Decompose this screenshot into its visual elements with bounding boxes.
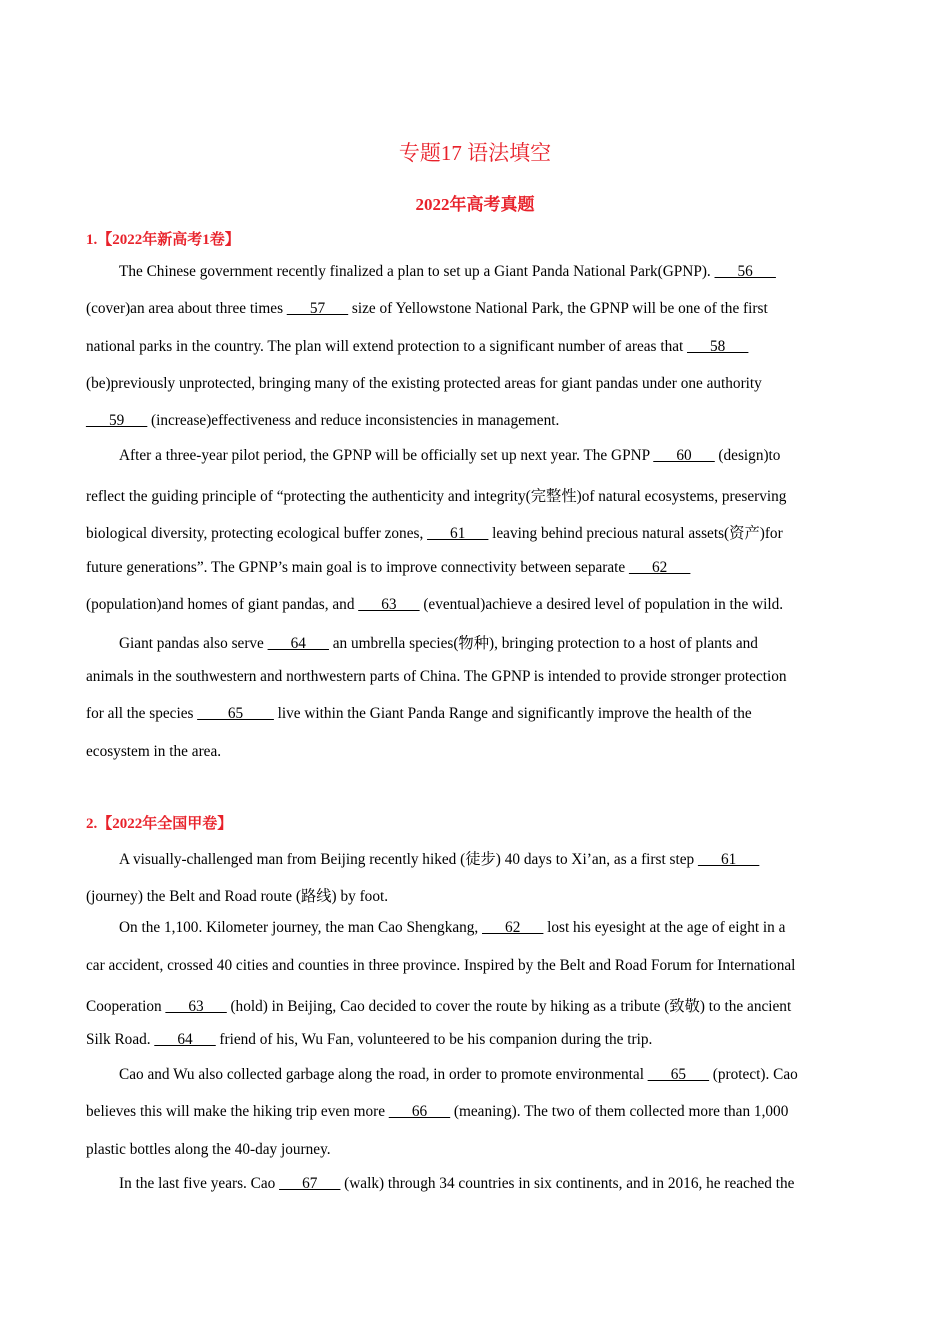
q2-line: On the 1,100. Kilometer journey, the man Cao Shengkang, ___62___ lost his eyesight at the age of eight in a [119, 919, 786, 936]
answer-blank: ___57___ [286, 300, 349, 317]
question-1-heading: 1.【2022年新高考1卷】 [86, 232, 240, 248]
q1-line: Giant pandas also serve ___64___ an umbrella species(物种), bringing protection to a host of plants and [119, 635, 758, 652]
q1-line: biological diversity, protecting ecological buffer zones, ___61___ leaving behind precious natural assets(资产)for [86, 525, 783, 542]
q1-line: (cover)an area about three times ___57___ size of Yellowstone National Park, the GPNP will be one of the first [86, 300, 768, 317]
question-2-heading: 2.【2022年全国甲卷】 [86, 816, 233, 832]
answer-blank: ___56___ [714, 263, 776, 280]
answer-blank: ___66___ [388, 1103, 451, 1120]
q2-line: (journey) the Belt and Road route (路线) by foot. [86, 888, 389, 905]
answer-blank: ___63___ [358, 596, 420, 613]
q1-line: future generations”. The GPNP’s main goal is to improve connectivity between separate ___62___ [86, 559, 691, 576]
q2-line: Cao and Wu also collected garbage along the road, in order to promote environmental ___65___ (protect). Cao [119, 1066, 798, 1083]
answer-blank: ___61___ [698, 851, 760, 868]
answer-blank: ___59___ [86, 412, 148, 429]
answer-blank: ___62___ [482, 919, 544, 936]
q1-line: for all the species ____65____ live within the Giant Panda Range and significantly improve the health of the [86, 705, 752, 722]
answer-blank: ___67___ [279, 1175, 341, 1192]
answer-blank: ___58___ [687, 338, 749, 355]
q2-line: believes this will make the hiking trip even more ___66___ (meaning). The two of them collected more than 1,000 [86, 1103, 789, 1120]
answer-blank: ___65___ [647, 1066, 709, 1083]
q1-line: (be)previously unprotected, bringing many of the existing protected areas for giant pandas under one authority [86, 375, 762, 392]
q1-line: reflect the guiding principle of “protecting the authenticity and integrity(完整性)of natural ecosystems, preserving [86, 488, 787, 505]
q2-line: Cooperation ___63___ (hold) in Beijing, Cao decided to cover the route by hiking as a tribute (致敬) to the ancient [86, 998, 792, 1015]
q1-line: national parks in the country. The plan will extend protection to a significant number of areas that ___58___ [86, 338, 749, 355]
q1-line: The Chinese government recently finalized a plan to set up a Giant Panda National Park(GPNP). ___56___ [119, 263, 776, 280]
q1-line: (population)and homes of giant pandas, and ___63___ (eventual)achieve a desired level of population in the wild. [86, 596, 784, 613]
answer-blank: ___61___ [427, 525, 489, 542]
section-subtitle: 2022年高考真题 [415, 195, 535, 214]
q1-line: ecosystem in the area. [86, 743, 222, 760]
answer-blank: ___64___ [267, 635, 329, 652]
q2-line: car accident, crossed 40 cities and counties in three province. Inspired by the Belt and Road Forum for International [86, 957, 796, 974]
page-title: 专题17 语法填空 [398, 141, 552, 165]
answer-blank: ___63___ [165, 998, 227, 1015]
q1-line: animals in the southwestern and northwestern parts of China. The GPNP is intended to provide stronger protection [86, 668, 787, 685]
answer-blank: ___64___ [154, 1031, 216, 1048]
answer-blank: ____65____ [197, 705, 274, 722]
q2-line: A visually-challenged man from Beijing recently hiked (徒步) 40 days to Xi’an, as a first step ___61___ [119, 851, 760, 868]
q2-line: plastic bottles along the 40-day journey. [86, 1141, 331, 1158]
q2-line: Silk Road. ___64___ friend of his, Wu Fan, volunteered to be his companion during the trip. [86, 1031, 653, 1048]
answer-blank: ___60___ [653, 447, 715, 464]
q2-line: In the last five years. Cao ___67___ (walk) through 34 countries in six continents, and in 2016, he reached the [119, 1175, 795, 1192]
q1-line: After a three-year pilot period, the GPNP will be officially set up next year. The GPNP ___60___ (design)to [119, 447, 781, 464]
q1-line: ___59___ (increase)effectiveness and reduce inconsistencies in management. [86, 412, 560, 429]
answer-blank: ___62___ [629, 559, 691, 576]
